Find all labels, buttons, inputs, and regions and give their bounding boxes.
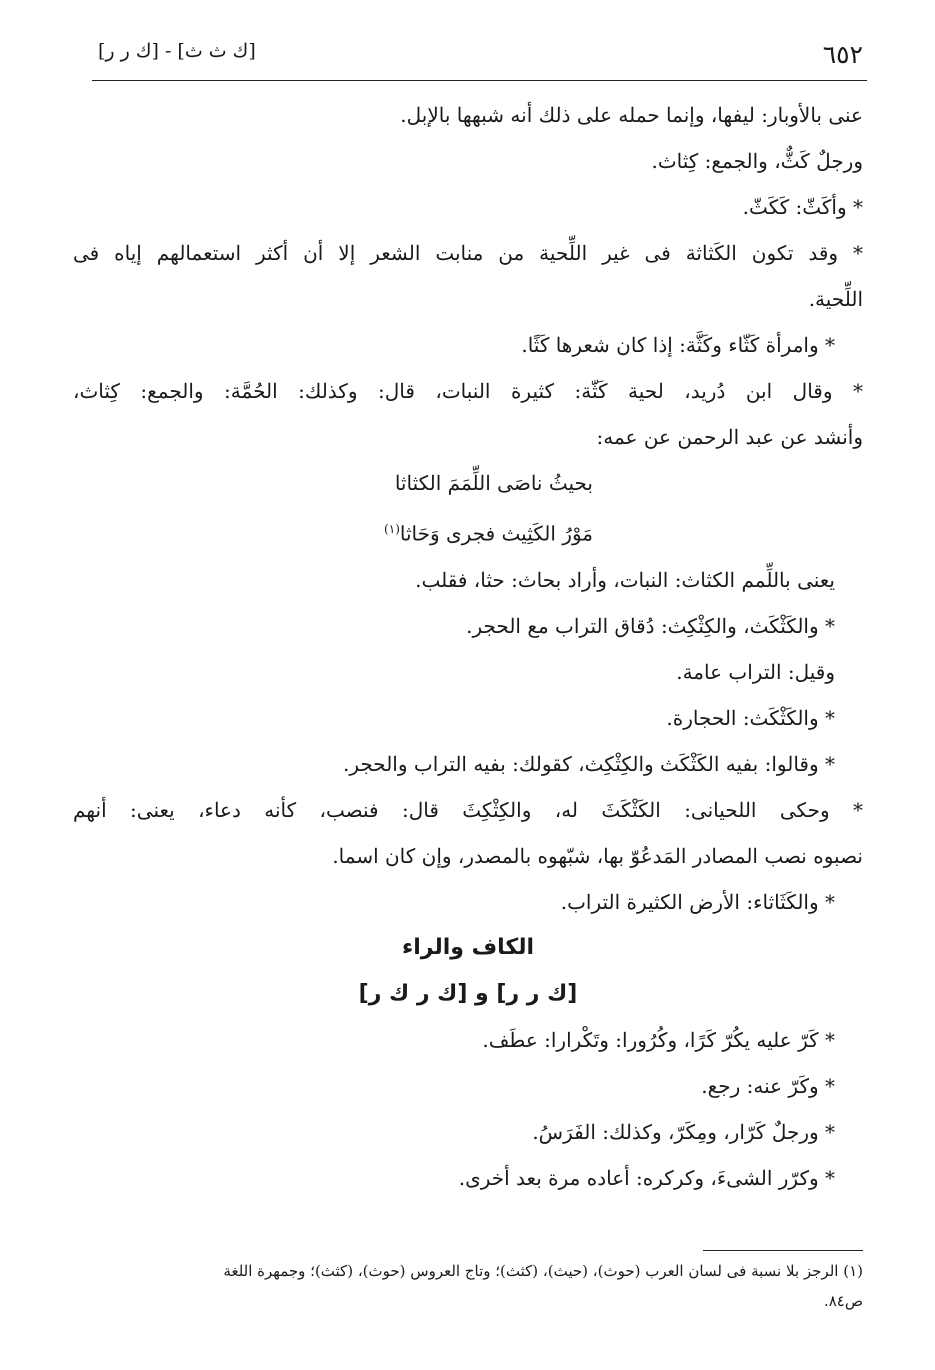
text-line: * وامرأة كَثّاء وكَثَّة: إذا كان شعرها كَثًا.	[521, 333, 835, 357]
text-line: عنى بالأوبار: ليفها، وإنما حمله على ذلك أنه شبهها بالإبل.	[400, 103, 863, 127]
text-line: * وقال ابن دُريد، لحية كَثّة: كثيرة النبات، قال: وكذلك: الحُمَّة: والجمع: كِثاث،	[73, 379, 863, 403]
main-text	[73, 92, 863, 1201]
text-line: * كَرّ عليه يكُرّ كَرًا، وكُرُورا: وتَكْرارا: عطَف.	[482, 1027, 835, 1052]
text-line: * وقالوا: بفيه الكَثْكَث والكِثْكِث، كقولك: بفيه التراب والحجر.	[342, 751, 835, 776]
text-line: وأنشد عن عبد الرحمن عن عمه:	[596, 425, 863, 449]
footnote-line: (١) الرجز بلا نسبة فى لسان العرب (حوث)، (حيث)، (كثث)؛ وتاج العروس (حوث)، (كثث)؛ وجمهرة اللغة	[223, 1262, 863, 1280]
running-header-root: [ك ث ث] - [ك ر ر]	[98, 40, 256, 62]
text-line: ورجلٌ كَثٌّ، والجمع: كِثاث.	[651, 149, 863, 173]
page-number: ٦٥٢	[822, 40, 863, 69]
footnote-marker: (١)	[384, 522, 400, 536]
footnote-rule	[703, 1250, 863, 1251]
text-line: * وكَرّ عنه: رجع.	[701, 1073, 835, 1098]
verse-line	[73, 506, 863, 557]
footnote-line: ص٨٤.	[823, 1292, 863, 1310]
text-line: * وكرّر الشىءَ، وكركره: أعاده مرة بعد أخرى.	[458, 1165, 835, 1190]
text-line: * وقد تكون الكَثاثة فى غير اللِّحية من منابت الشعر إلا أن أكثر استعمالهم إياه فى	[73, 241, 863, 265]
text-line: * والكَثْكَث: الحجارة.	[666, 705, 835, 730]
verse-text: مَوْرُ الكَثِيث فجرى وَحَاثا	[399, 521, 593, 546]
text-line: * وحكى اللحيانى: الكَثْكَثَ له، والكِثْكِثَ قال: فنصب، كأنه دعاء، يعنى: أنهم	[73, 797, 863, 822]
text-line: اللِّحية.	[808, 287, 863, 311]
subsection-heading: [ك ر ر] و [ك ر ك ر]	[358, 980, 578, 1006]
verse-line: بحيثُ ناصَى اللِّمَمَ الكثاثا	[394, 471, 593, 495]
text-line: وقيل: التراب عامة.	[676, 659, 835, 684]
text-line: * وأكَثّ: كَكَثّ.	[742, 195, 863, 219]
text-line: نصبوه نصب المصادر المَدعُوّ بها، شبّهوه بالمصدر، وإن كان اسما.	[332, 843, 863, 868]
footnote	[71, 1256, 863, 1316]
text-line: * ورجلٌ كَرّار، ومِكَرّ، وكذلك: الفَرَسُ.	[532, 1119, 835, 1144]
text-line: * والكَثْكَث، والكِثْكِث: دُقاق التراب مع الحجر.	[466, 613, 835, 638]
header-rule	[92, 80, 867, 81]
text-line: يعنى باللِّمم الكثاث: النبات، وأراد بحاث: حثا، فقلب.	[415, 567, 835, 592]
section-heading: الكاف والراء	[401, 934, 535, 960]
text-line: * والكَثَاثاء: الأرض الكثيرة التراب.	[560, 889, 835, 914]
